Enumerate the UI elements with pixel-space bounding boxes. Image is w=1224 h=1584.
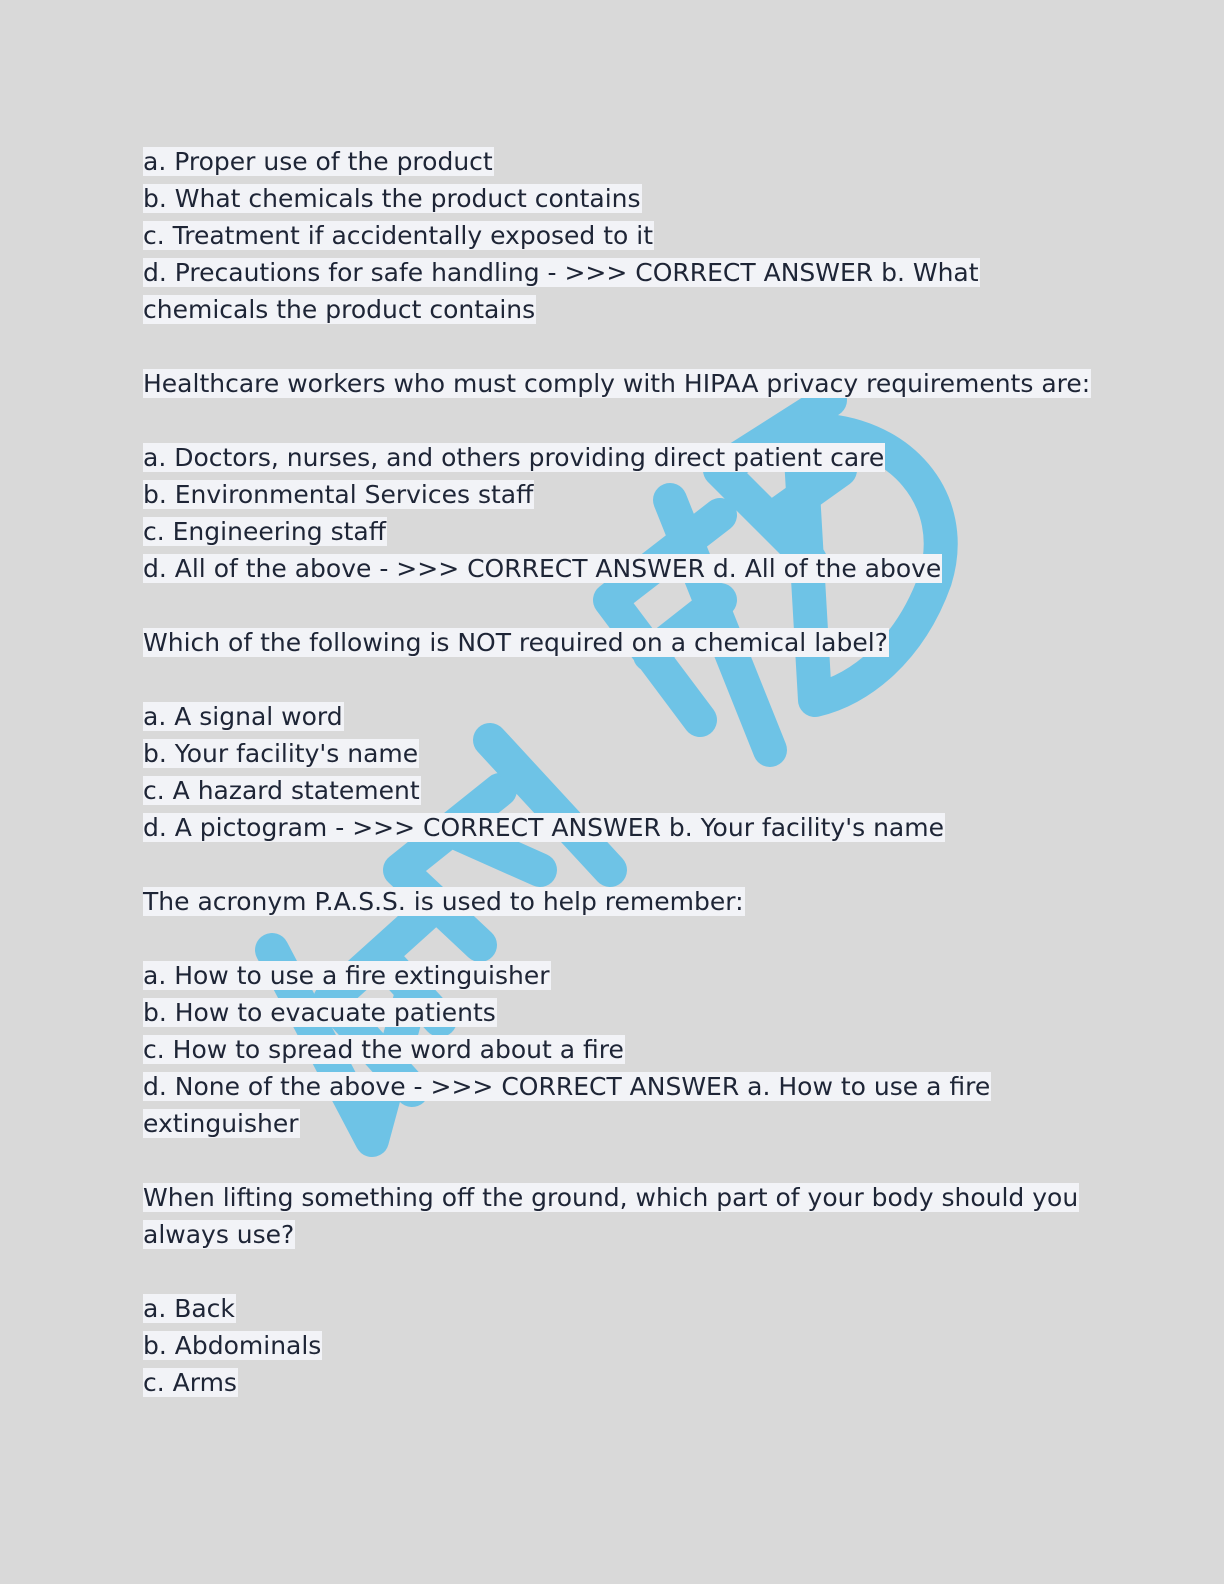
text-line <box>143 143 1083 180</box>
text-block <box>143 365 1091 402</box>
paragraph-gap <box>143 1142 1083 1179</box>
text-line <box>143 957 1083 994</box>
highlighted-text: c. A hazard statement <box>143 776 420 805</box>
text-line <box>143 1031 1083 1068</box>
paragraph-gap <box>143 328 1083 365</box>
text-line <box>143 365 1091 402</box>
highlighted-text: d. Precautions for safe handling - >>> CORRECT ANSWER b. What <box>143 258 979 287</box>
text-line <box>143 883 1083 920</box>
highlighted-text: b. What chemicals the product contains <box>143 184 641 213</box>
highlighted-text: Healthcare workers who must comply with HIPAA privacy requirements are: <box>143 369 1091 398</box>
highlighted-text: always use? <box>143 1220 295 1249</box>
highlighted-text: extinguisher <box>143 1109 299 1138</box>
highlighted-text: d. A pictogram - >>> CORRECT ANSWER b. Your facility's name <box>143 813 944 842</box>
text-line <box>143 624 1083 661</box>
text-line <box>143 254 1083 291</box>
highlighted-text: chemicals the product contains <box>143 295 536 324</box>
highlighted-text: a. Back <box>143 1294 235 1323</box>
highlighted-text: a. Proper use of the product <box>143 147 493 176</box>
text-block <box>143 624 1083 661</box>
text-line <box>143 1105 1083 1142</box>
text-block <box>143 698 1083 846</box>
text-line <box>143 1216 1083 1253</box>
highlighted-text: b. Abdominals <box>143 1331 322 1360</box>
text-line <box>143 698 1083 735</box>
highlighted-text: When lifting something off the ground, which part of your body should you <box>143 1183 1079 1212</box>
highlighted-text: c. Engineering staff <box>143 517 386 546</box>
text-line <box>143 1364 1083 1401</box>
paragraph-gap <box>143 1253 1083 1290</box>
highlighted-text: Which of the following is NOT required on a chemical label? <box>143 628 888 657</box>
highlighted-text: b. Environmental Services staff <box>143 480 534 509</box>
text-block <box>143 883 1083 920</box>
text-line <box>143 291 1083 328</box>
text-line <box>143 1068 1083 1105</box>
highlighted-text: d. None of the above - >>> CORRECT ANSWER a. How to use a fire <box>143 1072 991 1101</box>
paragraph-gap <box>143 920 1083 957</box>
document-body <box>143 143 1091 1401</box>
text-block <box>143 143 1083 328</box>
text-line <box>143 772 1083 809</box>
text-line <box>143 217 1083 254</box>
paragraph-gap <box>143 402 1083 439</box>
text-line <box>143 550 1083 587</box>
text-line <box>143 439 1083 476</box>
text-line <box>143 476 1083 513</box>
text-line <box>143 1290 1083 1327</box>
highlighted-text: c. Treatment if accidentally exposed to it <box>143 221 654 250</box>
highlighted-text: c. How to spread the word about a fire <box>143 1035 624 1064</box>
text-line <box>143 180 1083 217</box>
highlighted-text: The acronym P.A.S.S. is used to help remember: <box>143 887 744 916</box>
highlighted-text: a. How to use a fire extinguisher <box>143 961 550 990</box>
highlighted-text: b. Your facility's name <box>143 739 419 768</box>
highlighted-text: d. All of the above - >>> CORRECT ANSWER d. All of the above <box>143 554 942 583</box>
text-line <box>143 1179 1083 1216</box>
text-block <box>143 1179 1083 1253</box>
text-block <box>143 957 1083 1142</box>
text-block <box>143 439 1083 587</box>
highlighted-text: a. A signal word <box>143 702 343 731</box>
text-line <box>143 513 1083 550</box>
paragraph-gap <box>143 846 1083 883</box>
text-block <box>143 1290 1083 1401</box>
text-line <box>143 994 1083 1031</box>
paragraph-gap <box>143 587 1083 624</box>
highlighted-text: c. Arms <box>143 1368 237 1397</box>
text-line <box>143 1327 1083 1364</box>
highlighted-text: b. How to evacuate patients <box>143 998 496 1027</box>
paragraph-gap <box>143 661 1083 698</box>
highlighted-text: a. Doctors, nurses, and others providing direct patient care <box>143 443 885 472</box>
text-line <box>143 735 1083 772</box>
text-line <box>143 809 1083 846</box>
